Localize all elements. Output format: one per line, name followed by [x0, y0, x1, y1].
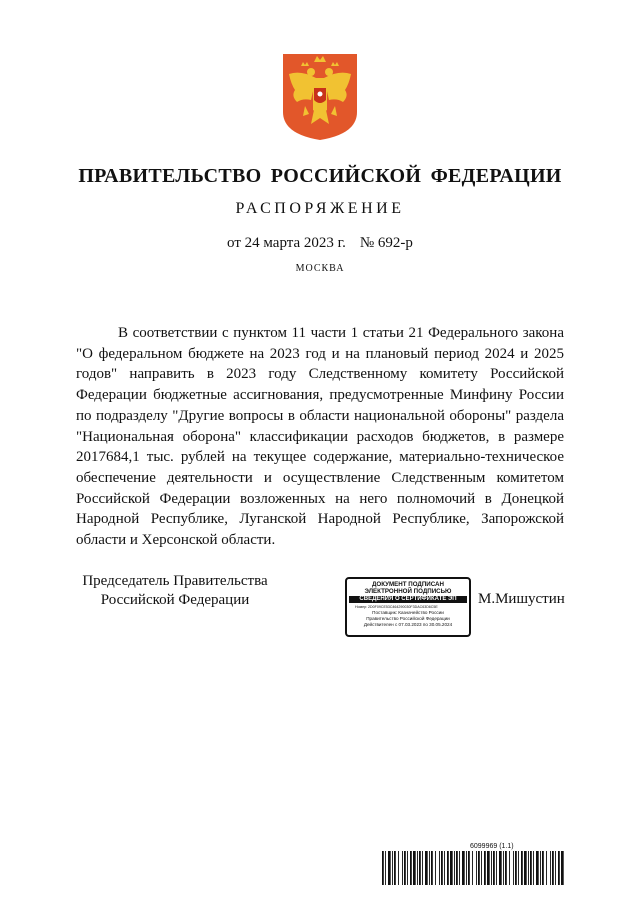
stamp-certificate-header: СВЕДЕНИЯ О СЕРТИФИКАТЕ ЭП — [349, 596, 467, 603]
document-type: РАСПОРЯЖЕНИЕ — [235, 200, 405, 217]
electronic-signature-stamp — [345, 577, 471, 637]
stamp-supplier: Поставщик: Казначейство России — [372, 610, 444, 615]
city: МОСКВА — [295, 263, 345, 274]
stamp-validity: Действителен с 07.03.2023 по 30.05.2024 — [363, 622, 453, 627]
body-paragraph: В соответствии с пунктом 11 части 1 статьи 21 Федерального закона "О федеральном бюджете на 2023 год и на плановый период 2024 и 2025 годов" направить в 2023 году Следственному комитету Российской Федерации бюджетные ассигнования, предусмотренные Минфину России по подразделу "Другие вопросы в области национальной обороны" раздела "Национальная оборона" классификации расходов бюджетов, в размере 2017684,1 тыс. рублей на текущее содержание, материально-техническое обеспечение деятельности и осуществление Следственным комитетом Российской Федерации возложенных на него полномочий в Донецкой Народной Республике, Луганской Народной Республике, Запорожской области и Херсонской области. — [76, 325, 564, 549]
stamp-line2: ЭЛЕКТРОННОЙ ПОДПИСЬЮ — [364, 588, 452, 595]
coat-of-arms-emblem — [281, 52, 359, 142]
signatory-position-line1: Председатель Правительства — [82, 573, 268, 589]
barcode — [382, 851, 565, 885]
date-number-line — [0, 235, 640, 252]
stamp-serial: Номер: 2D0F09CE53C464290030F3DAC63D6C5E — [355, 605, 438, 609]
barcode-number: 6099969 (1.1) — [470, 843, 514, 850]
stamp-owner: Правительство Российской Федерации — [366, 616, 450, 621]
stamp-line1: ДОКУМЕНТ ПОДПИСАН — [372, 581, 444, 588]
signatory-position-line2: Российской Федерации — [100, 592, 250, 608]
signer-name: М.Мишустин — [478, 591, 565, 607]
document-number: № 692-р — [359, 235, 413, 251]
government-title: ПРАВИТЕЛЬСТВО РОССИЙСКОЙ ФЕДЕРАЦИИ — [78, 165, 562, 187]
document-date: от 24 марта 2023 г. — [227, 235, 346, 251]
signatory-position — [82, 572, 268, 610]
